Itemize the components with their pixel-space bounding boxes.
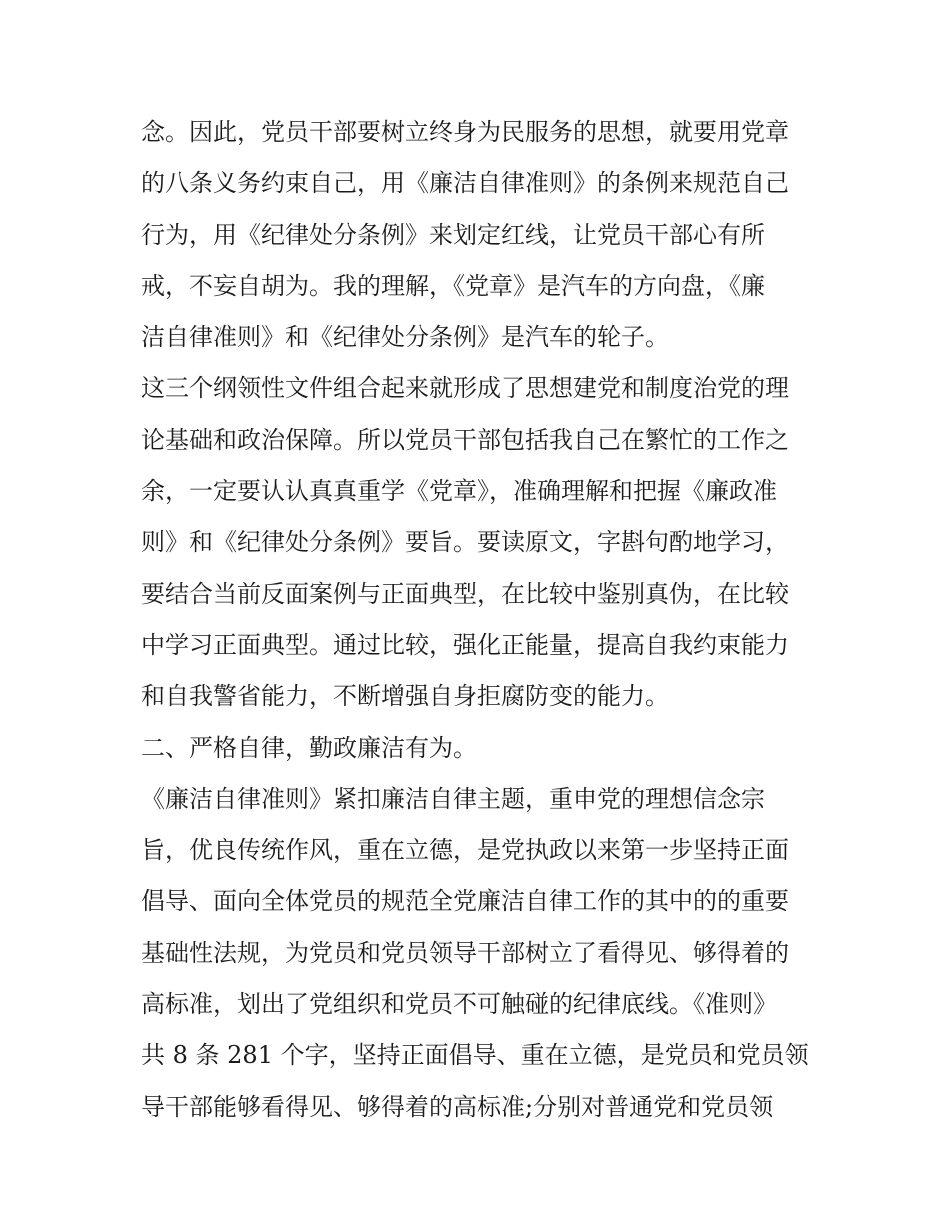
section-heading: 二、严格自律，勤政廉洁有为。 <box>141 733 477 762</box>
text-line: 导干部能够看得见、够得着的高标准;分别对普通党和党员领 <box>141 1092 774 1121</box>
text-line: 和自我警省能力，不断增强自身拒腐防变的能力。 <box>141 682 669 711</box>
text-line: 倡导、面向全体党员的规范全党廉洁自律工作的其中的的重要 <box>141 887 789 916</box>
text-line: 共 8 条 281 个字，坚持正面倡导、重在立德，是党员和党员领 <box>141 1041 809 1070</box>
text-line: 行为，用《纪律处分条例》来划定红线，让党员干部心有所 <box>141 220 765 249</box>
text-line: 《廉洁自律准则》紧扣廉洁自律主题，重申党的理想信念宗 <box>141 784 765 813</box>
text-line: 余，一定要认认真真重学《党章》，准确理解和把握《廉政准 <box>141 477 777 506</box>
text-line: 念。因此，党员干部要树立终身为民服务的思想，就要用党章 <box>141 118 789 146</box>
text-line: 戒，不妄自胡为。我的理解，《党章》是汽车的方向盘，《廉 <box>141 271 765 300</box>
text-line: 的八条义务约束自己，用《廉洁自律准则》的条例来规范自己 <box>141 169 789 198</box>
text-line: 则》和《纪律处分条例》要旨。要读原文，字斟句酌地学习， <box>141 528 789 557</box>
text-line: 要结合当前反面案例与正面典型，在比较中鉴别真伪，在比较 <box>141 579 789 608</box>
text-line: 高标准，划出了党组织和党员不可触碰的纪律底线。《准则》 <box>141 990 777 1019</box>
text-line: 基础性法规，为党员和党员领导干部树立了看得见、够得着的 <box>141 938 789 967</box>
text-line: 论基础和政治保障。所以党员干部包括我自己在繁忙的工作之 <box>141 425 789 454</box>
text-line: 洁自律准则》和《纪律处分条例》是汽车的轮子。 <box>141 323 669 352</box>
text-line: 中学习正面典型。通过比较，强化正能量，提高自我约束能力 <box>141 630 789 659</box>
text-line: 旨，优良传统作风，重在立德，是党执政以来第一步坚持正面 <box>141 836 789 865</box>
text-line: 这三个纲领性文件组合起来就形成了思想建党和制度治党的理 <box>141 374 789 403</box>
body-text <box>141 107 821 1133</box>
